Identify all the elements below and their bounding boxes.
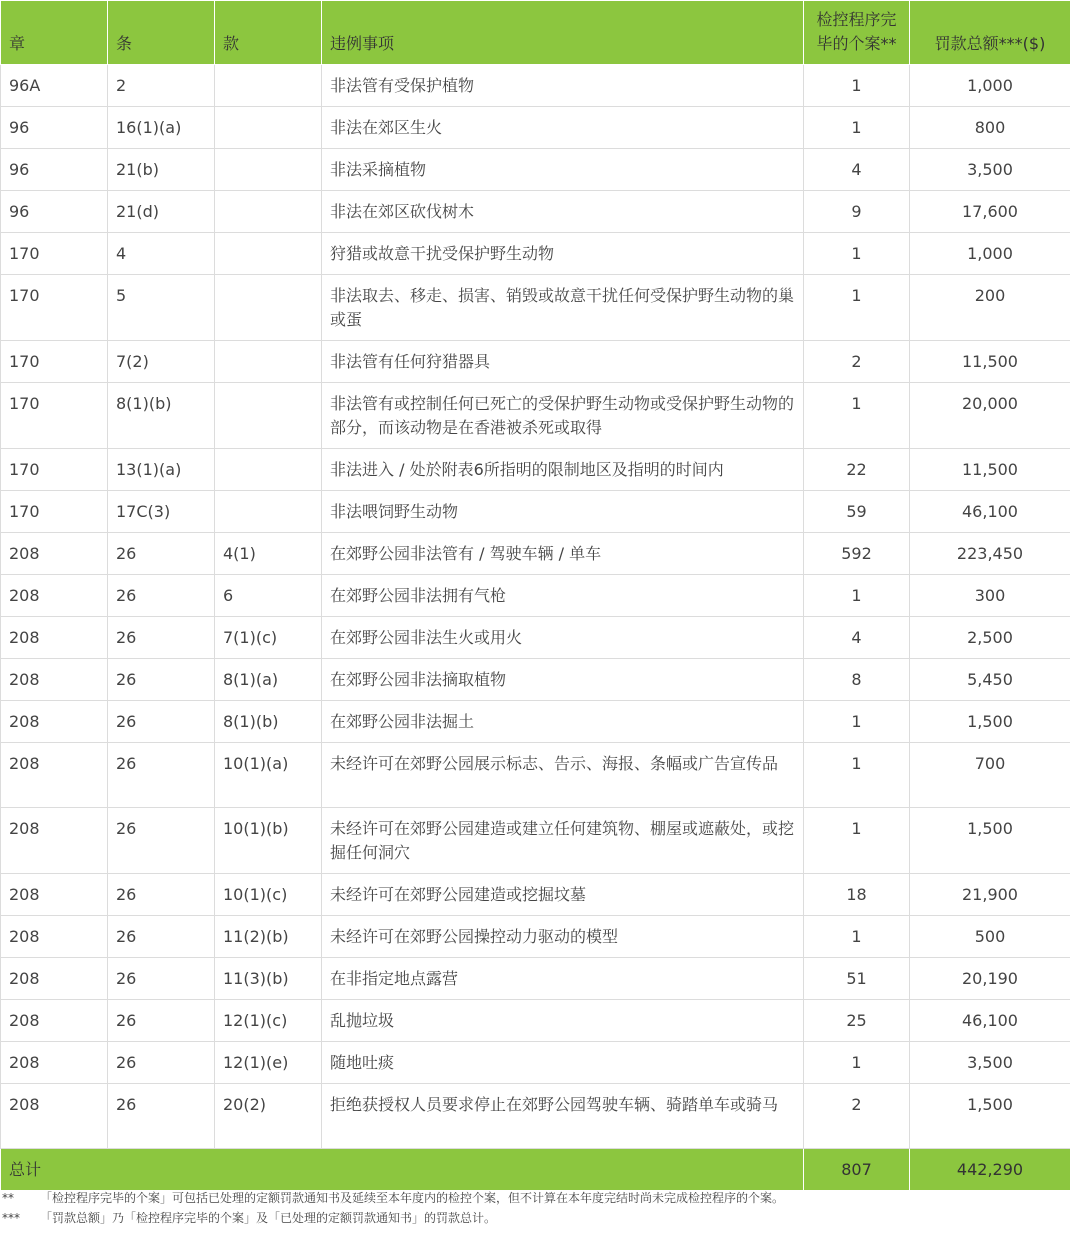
- cell-subsection: [215, 65, 322, 107]
- cell-offence: 未经许可在郊野公园操控动力驱动的模型: [322, 916, 804, 958]
- cell-subsection: [215, 383, 322, 449]
- cell-offence: 在郊野公园非法摘取植物: [322, 659, 804, 701]
- cell-offence: 非法管有任何狩猎器具: [322, 341, 804, 383]
- cell-cases: 1: [804, 107, 910, 149]
- cell-subsection: 10(1)(a): [215, 743, 322, 808]
- header-fines: 罚款总额***($): [910, 1, 1070, 65]
- header-chapter: 章: [1, 1, 108, 65]
- footnote-text: 「检控程序完毕的个案」可包括已处理的定额罚款通知书及延续至本年度内的检控个案，但不计算在本年度完结时尚未完成检控程序的个案。: [40, 1191, 785, 1205]
- footnote-text: 「罚款总额」乃「检控程序完毕的个案」及「已处理的定额罚款通知书」的罚款总计。: [40, 1211, 497, 1225]
- cell-section: 26: [108, 1000, 215, 1042]
- cell-chapter: 208: [1, 533, 108, 575]
- cell-subsection: [215, 107, 322, 149]
- cell-cases: 4: [804, 617, 910, 659]
- cell-fines: 21,900: [910, 874, 1070, 916]
- cell-chapter: 170: [1, 449, 108, 491]
- total-fines: 442,290: [910, 1149, 1070, 1191]
- cell-section: 26: [108, 916, 215, 958]
- table-row: [1, 533, 1070, 575]
- cell-fines: 46,100: [910, 491, 1070, 533]
- table-row: [1, 874, 1070, 916]
- cell-section: 26: [108, 701, 215, 743]
- cell-offence: 非法进入 / 处於附表6所指明的限制地区及指明的时间内: [322, 449, 804, 491]
- cell-subsection: 12(1)(e): [215, 1042, 322, 1084]
- cell-cases: 592: [804, 533, 910, 575]
- cell-subsection: 11(2)(b): [215, 916, 322, 958]
- footnote-marker: ***: [2, 1211, 20, 1225]
- cell-cases: 1: [804, 808, 910, 874]
- total-label: 总计: [1, 1149, 804, 1191]
- cell-offence: 未经许可在郊野公园建造或挖掘坟墓: [322, 874, 804, 916]
- cell-cases: 1: [804, 65, 910, 107]
- cell-fines: 20,190: [910, 958, 1070, 1000]
- cell-fines: 11,500: [910, 341, 1070, 383]
- header-offence: 违例事项: [322, 1, 804, 65]
- cell-offence: 随地吐痰: [322, 1042, 804, 1084]
- cell-subsection: 7(1)(c): [215, 617, 322, 659]
- table-row: [1, 491, 1070, 533]
- cell-subsection: 10(1)(c): [215, 874, 322, 916]
- cell-offence: 乱抛垃圾: [322, 1000, 804, 1042]
- table-row: [1, 617, 1070, 659]
- cell-chapter: 208: [1, 659, 108, 701]
- table-row: [1, 449, 1070, 491]
- cell-chapter: 208: [1, 701, 108, 743]
- cell-cases: 1: [804, 233, 910, 275]
- table-row: [1, 1084, 1070, 1149]
- cell-offence: 未经许可在郊野公园展示标志、告示、海报、条幅或广告宣传品: [322, 743, 804, 808]
- header-section: 条: [108, 1, 215, 65]
- cell-chapter: 96: [1, 149, 108, 191]
- table-row: [1, 575, 1070, 617]
- cell-section: 26: [108, 958, 215, 1000]
- cell-fines: 46,100: [910, 1000, 1070, 1042]
- cell-fines: 223,450: [910, 533, 1070, 575]
- cell-chapter: 170: [1, 233, 108, 275]
- cell-section: 4: [108, 233, 215, 275]
- cell-fines: 300: [910, 575, 1070, 617]
- cell-fines: 1,500: [910, 701, 1070, 743]
- cell-subsection: [215, 449, 322, 491]
- cell-section: 26: [108, 533, 215, 575]
- cell-section: 5: [108, 275, 215, 341]
- cell-fines: 1,500: [910, 808, 1070, 874]
- cell-offence: 非法采摘植物: [322, 149, 804, 191]
- table-row: [1, 743, 1070, 808]
- cell-subsection: 20(2): [215, 1084, 322, 1149]
- cell-fines: 200: [910, 275, 1070, 341]
- cell-section: 26: [108, 659, 215, 701]
- cell-cases: 51: [804, 958, 910, 1000]
- cell-subsection: [215, 191, 322, 233]
- cell-cases: 18: [804, 874, 910, 916]
- table-row: [1, 275, 1070, 341]
- cell-section: 13(1)(a): [108, 449, 215, 491]
- cell-chapter: 208: [1, 1000, 108, 1042]
- cell-offence: 未经许可在郊野公园建造或建立任何建筑物、棚屋或遮蔽处，或挖掘任何洞穴: [322, 808, 804, 874]
- cell-offence: 非法取去、移走、损害、销毁或故意干扰任何受保护野生动物的巢或蛋: [322, 275, 804, 341]
- cell-fines: 5,450: [910, 659, 1070, 701]
- cell-subsection: [215, 341, 322, 383]
- header-subsection: 款: [215, 1, 322, 65]
- cell-subsection: [215, 491, 322, 533]
- cell-section: 21(b): [108, 149, 215, 191]
- cell-cases: 2: [804, 1084, 910, 1149]
- cell-cases: 1: [804, 575, 910, 617]
- cell-offence: 非法在郊区生火: [322, 107, 804, 149]
- cell-chapter: 208: [1, 617, 108, 659]
- cell-chapter: 208: [1, 808, 108, 874]
- cell-subsection: [215, 233, 322, 275]
- table-row: [1, 1000, 1070, 1042]
- cell-subsection: [215, 275, 322, 341]
- table-row: [1, 383, 1070, 449]
- cell-cases: 22: [804, 449, 910, 491]
- total-cases: 807: [804, 1149, 910, 1191]
- cell-cases: 8: [804, 659, 910, 701]
- footnotes: [0, 1188, 1070, 1228]
- cell-cases: 25: [804, 1000, 910, 1042]
- cell-section: 16(1)(a): [108, 107, 215, 149]
- cell-offence: 非法喂饲野生动物: [322, 491, 804, 533]
- cell-offence: 在郊野公园非法掘土: [322, 701, 804, 743]
- cell-section: 26: [108, 874, 215, 916]
- cell-cases: 9: [804, 191, 910, 233]
- header-cases: 检控程序完毕的个案**: [804, 1, 910, 65]
- cell-chapter: 208: [1, 1084, 108, 1149]
- cell-chapter: 170: [1, 491, 108, 533]
- cell-chapter: 208: [1, 958, 108, 1000]
- cell-fines: 3,500: [910, 1042, 1070, 1084]
- table-row: [1, 916, 1070, 958]
- cell-fines: 20,000: [910, 383, 1070, 449]
- cell-subsection: 8(1)(b): [215, 701, 322, 743]
- table-row: [1, 1042, 1070, 1084]
- cell-fines: 3,500: [910, 149, 1070, 191]
- cell-fines: 1,500: [910, 1084, 1070, 1149]
- cell-chapter: 96: [1, 107, 108, 149]
- cell-subsection: [215, 149, 322, 191]
- table-row: [1, 149, 1070, 191]
- table-row: [1, 659, 1070, 701]
- table-row: [1, 65, 1070, 107]
- cell-subsection: 6: [215, 575, 322, 617]
- cell-section: 26: [108, 575, 215, 617]
- cell-fines: 1,000: [910, 65, 1070, 107]
- cell-offence: 在郊野公园非法管有 / 驾驶车辆 / 单车: [322, 533, 804, 575]
- cell-offence: 非法在郊区砍伐树木: [322, 191, 804, 233]
- cell-offence: 狩猎或故意干扰受保护野生动物: [322, 233, 804, 275]
- cell-subsection: 12(1)(c): [215, 1000, 322, 1042]
- cell-cases: 2: [804, 341, 910, 383]
- table-row: [1, 191, 1070, 233]
- cell-cases: 4: [804, 149, 910, 191]
- table-body: [1, 65, 1070, 1191]
- cell-chapter: 208: [1, 1042, 108, 1084]
- table-row: [1, 958, 1070, 1000]
- cell-subsection: 11(3)(b): [215, 958, 322, 1000]
- cell-fines: 1,000: [910, 233, 1070, 275]
- footnote-cases: [0, 1188, 1070, 1208]
- cell-chapter: 208: [1, 575, 108, 617]
- table-header-row: [1, 1, 1070, 65]
- cell-section: 26: [108, 808, 215, 874]
- cell-section: 17C(3): [108, 491, 215, 533]
- cell-chapter: 170: [1, 275, 108, 341]
- table-row: [1, 341, 1070, 383]
- cell-fines: 2,500: [910, 617, 1070, 659]
- cell-cases: 1: [804, 275, 910, 341]
- cell-fines: 17,600: [910, 191, 1070, 233]
- cell-chapter: 170: [1, 341, 108, 383]
- cell-subsection: 4(1): [215, 533, 322, 575]
- cell-section: 2: [108, 65, 215, 107]
- cell-chapter: 96: [1, 191, 108, 233]
- cell-fines: 500: [910, 916, 1070, 958]
- cell-subsection: 10(1)(b): [215, 808, 322, 874]
- cell-section: 21(d): [108, 191, 215, 233]
- cell-subsection: 8(1)(a): [215, 659, 322, 701]
- cell-cases: 1: [804, 1042, 910, 1084]
- table-row: [1, 107, 1070, 149]
- table-row: [1, 701, 1070, 743]
- cell-offence: 非法管有受保护植物: [322, 65, 804, 107]
- cell-section: 8(1)(b): [108, 383, 215, 449]
- cell-section: 26: [108, 617, 215, 659]
- cell-cases: 1: [804, 383, 910, 449]
- cell-chapter: 170: [1, 383, 108, 449]
- cell-offence: 拒绝获授权人员要求停止在郊野公园驾驶车辆、骑踏单车或骑马: [322, 1084, 804, 1149]
- total-row: [1, 1149, 1070, 1191]
- cell-chapter: 96A: [1, 65, 108, 107]
- cell-section: 26: [108, 743, 215, 808]
- cell-chapter: 208: [1, 743, 108, 808]
- cell-fines: 700: [910, 743, 1070, 808]
- cell-section: 26: [108, 1084, 215, 1149]
- cell-fines: 11,500: [910, 449, 1070, 491]
- cell-cases: 1: [804, 743, 910, 808]
- cell-fines: 800: [910, 107, 1070, 149]
- cell-offence: 在非指定地点露营: [322, 958, 804, 1000]
- cell-offence: 在郊野公园非法拥有气枪: [322, 575, 804, 617]
- cell-offence: 非法管有或控制任何已死亡的受保护野生动物或受保护野生动物的部分，而该动物是在香港被杀死或取得: [322, 383, 804, 449]
- table-row: [1, 808, 1070, 874]
- cell-cases: 1: [804, 916, 910, 958]
- cell-chapter: 208: [1, 874, 108, 916]
- table-row: [1, 233, 1070, 275]
- cell-cases: 59: [804, 491, 910, 533]
- cell-section: 7(2): [108, 341, 215, 383]
- cell-offence: 在郊野公园非法生火或用火: [322, 617, 804, 659]
- footnote-marker: **: [2, 1191, 14, 1205]
- cell-cases: 1: [804, 701, 910, 743]
- cell-chapter: 208: [1, 916, 108, 958]
- cell-section: 26: [108, 1042, 215, 1084]
- footnote-fines: [0, 1208, 1070, 1228]
